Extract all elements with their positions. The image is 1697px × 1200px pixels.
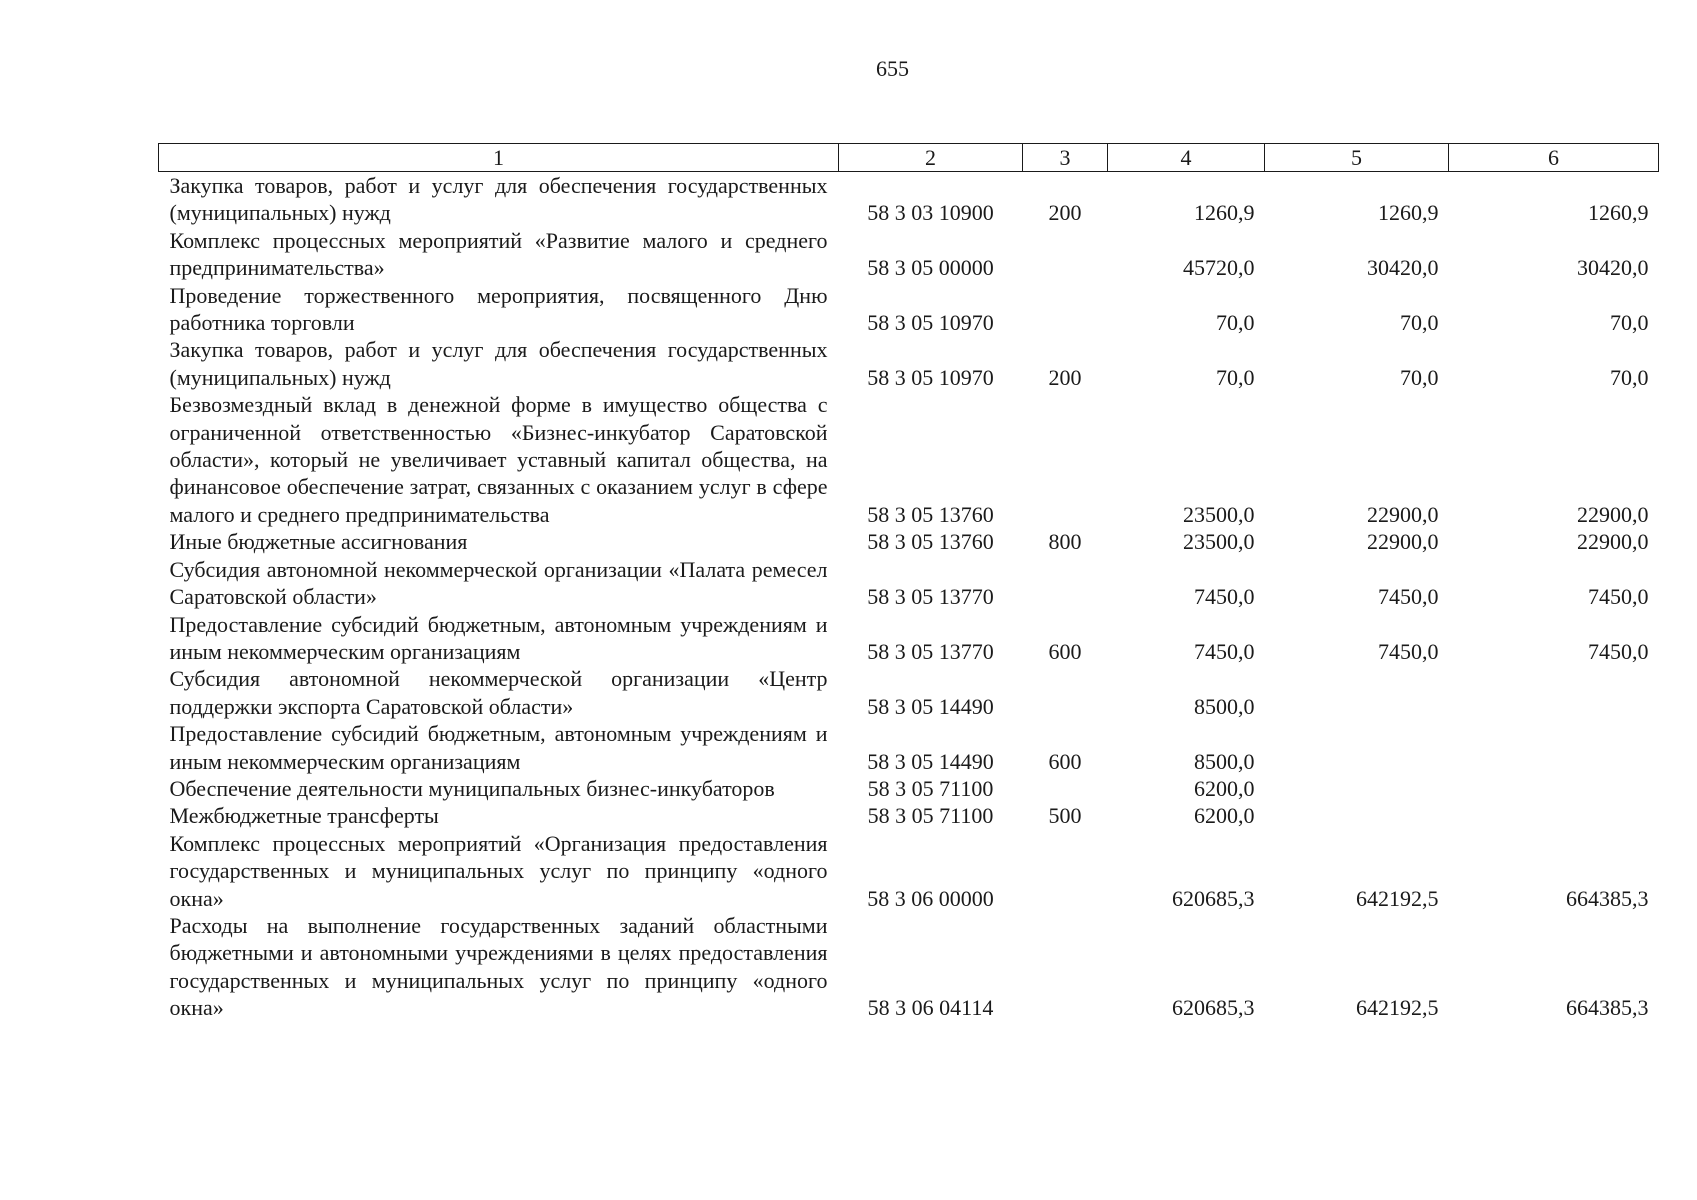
- row-value-col4: 8500,0: [1194, 693, 1255, 719]
- table-row: [159, 556, 1659, 611]
- row-code: 58 3 05 14490: [867, 748, 994, 774]
- budget-table: [158, 143, 1659, 1022]
- row-value-col6: 7450,0: [1588, 584, 1649, 610]
- row-expense-type: [1023, 830, 1108, 912]
- row-value-col6: 664385,3: [1566, 995, 1649, 1021]
- row-value-col5: 642192,5: [1356, 885, 1439, 911]
- row-value-col5: 70,0: [1400, 310, 1439, 336]
- row-value-col4: 7450,0: [1194, 638, 1255, 664]
- row-value-col5: 30420,0: [1367, 255, 1439, 281]
- row-code: 58 3 06 04114: [867, 995, 994, 1021]
- row-name: Комплекс процессных мероприятий «Развитие малого и среднего предпринимательства»: [169, 227, 828, 281]
- row-value-col4: 7450,0: [1194, 584, 1255, 610]
- row-code: 58 3 05 10970: [867, 364, 994, 390]
- row-expense-type: [1023, 556, 1108, 611]
- row-code: 58 3 05 13770: [867, 584, 994, 610]
- row-name: Межбюджетные трансферты: [169, 803, 439, 829]
- row-value-col6: 22900,0: [1577, 501, 1649, 527]
- row-name: Комплекс процессных мероприятий «Организация предоставления государственных и муниципальных услуг по принципу «одного окна»: [169, 830, 828, 911]
- table-body: [159, 172, 1659, 1022]
- header-row: [159, 144, 1659, 172]
- row-value-col4: 23500,0: [1183, 529, 1255, 555]
- row-value-col5: [1265, 802, 1449, 829]
- row-value-col4: 70,0: [1216, 364, 1255, 390]
- row-value-col4: 45720,0: [1183, 255, 1255, 281]
- row-expense-type: [1023, 775, 1108, 802]
- table-row: [159, 720, 1659, 775]
- row-name: Предоставление субсидий бюджетным, автономным учреждениям и иным некоммерческим организациям: [169, 721, 828, 774]
- row-value-col6: 664385,3: [1566, 885, 1649, 911]
- row-expense-type: 600: [1048, 748, 1082, 774]
- row-expense-type: 800: [1048, 529, 1082, 555]
- row-expense-type: 500: [1048, 803, 1082, 829]
- row-value-col5: [1265, 665, 1449, 720]
- row-value-col4: 6200,0: [1194, 775, 1255, 801]
- table-row: [159, 528, 1659, 555]
- row-code: 58 3 05 13760: [867, 529, 994, 555]
- row-expense-type: 200: [1048, 364, 1082, 390]
- row-code: 58 3 05 13760: [867, 501, 994, 527]
- table-row: [159, 336, 1659, 391]
- table-row: [159, 227, 1659, 282]
- row-code: 58 3 05 13770: [867, 638, 994, 664]
- row-name: Закупка товаров, работ и услуг для обеспечения государственных (муниципальных) нужд: [169, 173, 828, 226]
- row-expense-type: [1023, 391, 1108, 528]
- row-code: 58 3 05 71100: [867, 775, 994, 801]
- row-value-col6: [1449, 775, 1659, 802]
- row-value-col4: 6200,0: [1194, 803, 1255, 829]
- row-value-col6: 70,0: [1610, 310, 1649, 336]
- table-row: [159, 391, 1659, 528]
- row-code: 58 3 05 14490: [867, 693, 994, 719]
- table-row: [159, 802, 1659, 829]
- row-value-col4: 23500,0: [1183, 501, 1255, 527]
- row-name: Иные бюджетные ассигнования: [169, 529, 468, 555]
- row-name: Обеспечение деятельности муниципальных бизнес-инкубаторов: [169, 775, 775, 801]
- table-row: [159, 611, 1659, 666]
- header-cell-2: 2: [839, 144, 1023, 172]
- header-cell-5: 5: [1265, 144, 1449, 172]
- row-name: Безвозмездный вклад в денежной форме в имущество общества с ограниченной ответственностью «Бизнес-инкубатор Саратовской области», который не увеличивает уставный капитал общества, на финансовое обеспечение затрат, связанных с оказанием услуг в сфере малого и среднего предпринимательства: [169, 392, 828, 527]
- row-value-col5: [1265, 720, 1449, 775]
- row-expense-type: [1023, 665, 1108, 720]
- row-value-col6: 70,0: [1610, 364, 1649, 390]
- row-value-col6: [1449, 665, 1659, 720]
- row-value-col5: 642192,5: [1356, 995, 1439, 1021]
- row-value-col6: 7450,0: [1588, 638, 1649, 664]
- row-value-col6: [1449, 802, 1659, 829]
- row-name: Закупка товаров, работ и услуг для обеспечения государственных (муниципальных) нужд: [169, 337, 828, 390]
- row-value-col4: 8500,0: [1194, 748, 1255, 774]
- header-cell-3: 3: [1023, 144, 1108, 172]
- header-cell-4: 4: [1108, 144, 1265, 172]
- row-code: 58 3 05 10970: [867, 310, 994, 336]
- row-expense-type: 600: [1048, 638, 1082, 664]
- row-value-col5: 7450,0: [1378, 584, 1439, 610]
- row-value-col5: 7450,0: [1378, 638, 1439, 664]
- table-row: [159, 172, 1659, 227]
- row-code: 58 3 06 00000: [867, 885, 994, 911]
- row-value-col5: 22900,0: [1367, 501, 1439, 527]
- table-row: [159, 912, 1659, 1022]
- row-code: 58 3 03 10900: [867, 200, 994, 226]
- header-cell-1: 1: [159, 144, 839, 172]
- row-value-col4: 1260,9: [1194, 200, 1255, 226]
- row-value-col6: [1449, 720, 1659, 775]
- row-value-col4: 620685,3: [1172, 885, 1255, 911]
- row-value-col5: 22900,0: [1367, 529, 1439, 555]
- row-expense-type: 200: [1048, 200, 1082, 226]
- table-row: [159, 775, 1659, 802]
- row-value-col5: 70,0: [1400, 364, 1439, 390]
- row-value-col5: 1260,9: [1378, 200, 1439, 226]
- table-row: [159, 830, 1659, 912]
- row-value-col6: 22900,0: [1577, 529, 1649, 555]
- row-value-col5: [1265, 775, 1449, 802]
- row-expense-type: [1023, 282, 1108, 337]
- row-name: Предоставление субсидий бюджетным, автономным учреждениям и иным некоммерческим организациям: [169, 611, 828, 664]
- row-code: 58 3 05 00000: [867, 255, 994, 281]
- row-value-col6: 1260,9: [1588, 200, 1649, 226]
- table-row: [159, 665, 1659, 720]
- row-name: Субсидия автономной некоммерческой организации «Центр поддержки экспорта Саратовской области»: [169, 666, 828, 719]
- row-name: Субсидия автономной некоммерческой организации «Палата ремесел Саратовской области»: [169, 556, 828, 610]
- row-code: 58 3 05 71100: [867, 803, 994, 829]
- row-value-col4: 70,0: [1216, 310, 1255, 336]
- header-cell-6: 6: [1449, 144, 1659, 172]
- row-expense-type: [1023, 227, 1108, 282]
- row-expense-type: [1023, 912, 1108, 1022]
- row-value-col4: 620685,3: [1172, 995, 1255, 1021]
- table-row: [159, 282, 1659, 337]
- row-value-col6: 30420,0: [1577, 255, 1649, 281]
- row-name: Проведение торжественного мероприятия, посвященного Дню работника торговли: [169, 282, 828, 336]
- row-name: Расходы на выполнение государственных заданий областными бюджетными и автономными учреждениями в целях предоставления государственных и муниципальных услуг по принципу «одного окна»: [169, 912, 828, 1021]
- page-number: 655: [876, 56, 909, 81]
